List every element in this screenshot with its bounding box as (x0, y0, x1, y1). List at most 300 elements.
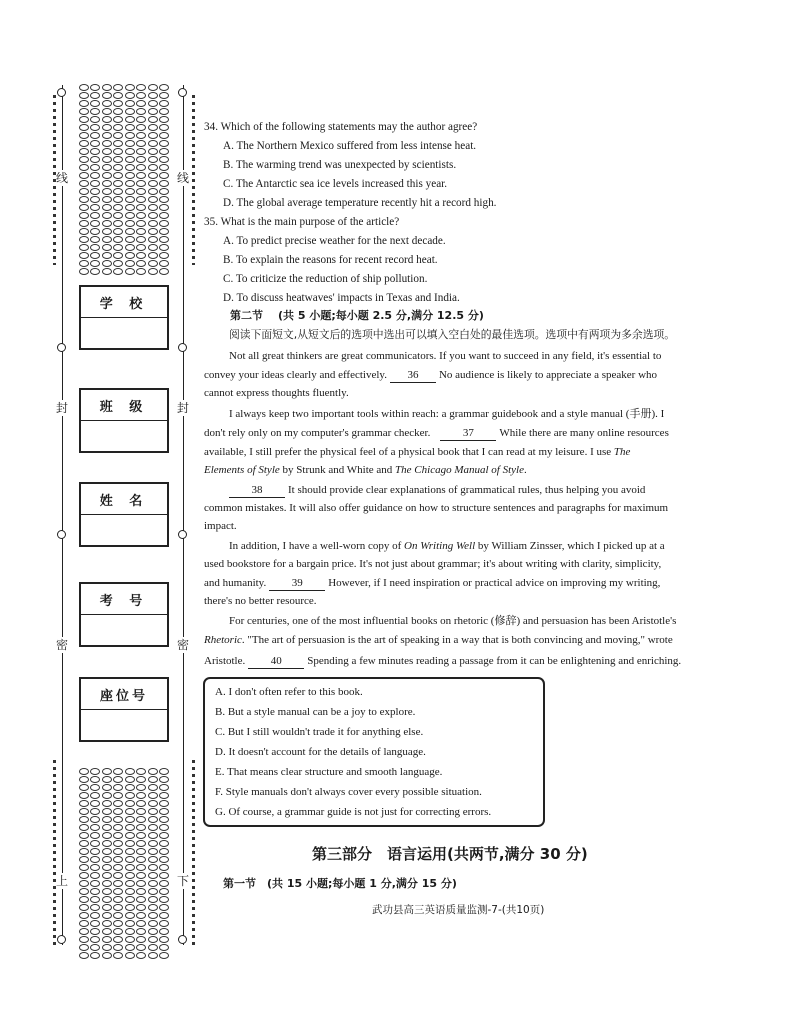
blank-38[interactable]: 38 (229, 484, 285, 498)
oval-mark (113, 832, 123, 839)
oval-mark (90, 776, 100, 783)
class-label: 班 级 (81, 390, 167, 421)
oval-mark (113, 904, 123, 911)
oval-mark (113, 148, 123, 155)
oval-mark (79, 920, 89, 927)
oval-mark (125, 108, 135, 115)
oval-mark (136, 228, 146, 235)
oval-mark (113, 204, 123, 211)
book-title: Elements of Style (204, 464, 280, 476)
oval-mark (79, 108, 89, 115)
oval-mark (125, 116, 135, 123)
oval-mark (136, 220, 146, 227)
oval-mark (113, 188, 123, 195)
oval-mark (148, 188, 158, 195)
oval-mark (159, 832, 169, 839)
oval-mark (159, 816, 169, 823)
oval-mark (79, 832, 89, 839)
oval-mark (159, 856, 169, 863)
oval-mark (159, 848, 169, 855)
school-field[interactable] (79, 285, 169, 350)
oval-mark (113, 92, 123, 99)
oval-mark (102, 928, 112, 935)
oval-mark (113, 220, 123, 227)
part3-section1: 第一节 (共 15 小题;每小题 1 分,满分 15 分) (223, 877, 457, 890)
oval-mark (148, 204, 158, 211)
oval-mark (125, 260, 135, 267)
oval-mark (125, 188, 135, 195)
oval-mark (102, 768, 112, 775)
passage-p2-line4 (204, 461, 527, 479)
oval-mark (79, 84, 89, 91)
edge-mark: 封 (177, 401, 190, 415)
book-title: The (613, 446, 631, 458)
oval-mark (136, 936, 146, 943)
passage-p2-line3 (204, 443, 630, 461)
oval-mark (136, 172, 146, 179)
oval-mark (90, 856, 100, 863)
oval-mark (90, 816, 100, 823)
oval-mark (136, 904, 146, 911)
oval-mark (79, 848, 89, 855)
oval-mark (102, 204, 112, 211)
section2-score: (共 5 小题;每小题 2.5 分,满分 12.5 分) (278, 309, 484, 322)
oval-mark (113, 124, 123, 131)
oval-mark (113, 840, 123, 847)
oval-mark (90, 872, 100, 879)
oval-mark (159, 156, 169, 163)
oval-mark (90, 936, 100, 943)
passage-p5-line3 (204, 652, 681, 670)
oval-mark (113, 952, 123, 959)
oval-mark (159, 188, 169, 195)
answer-option-d[interactable]: D. It doesn't account for the details of language. (215, 746, 426, 758)
oval-mark (125, 880, 135, 887)
passage-text: However, if I need inspiration or practical advice on improving my writing, (328, 577, 661, 589)
oval-mark (136, 880, 146, 887)
oval-mark (136, 124, 146, 131)
oval-mark (148, 108, 158, 115)
oval-mark (79, 944, 89, 951)
oval-mark (136, 156, 146, 163)
circle-mark (57, 530, 66, 539)
oval-mark (136, 944, 146, 951)
oval-mark (90, 904, 100, 911)
oval-mark (90, 832, 100, 839)
oval-mark (136, 196, 146, 203)
school-label: 学 校 (81, 287, 167, 318)
passage-p3-line3: impact. (204, 520, 237, 532)
oval-mark (125, 792, 135, 799)
oval-mark (102, 116, 112, 123)
oval-mark (102, 944, 112, 951)
oval-mark (148, 816, 158, 823)
oval-mark (102, 84, 112, 91)
oval-mark (113, 116, 123, 123)
oval-mark (125, 124, 135, 131)
question-35-stem: 35. What is the main purpose of the article? (204, 216, 400, 228)
oval-mark (79, 928, 89, 935)
oval-mark (90, 172, 100, 179)
name-field[interactable] (79, 482, 169, 547)
oval-mark (79, 792, 89, 799)
oval-mark (148, 212, 158, 219)
blank-36[interactable]: 36 (390, 369, 436, 383)
oval-mark (148, 228, 158, 235)
oval-mark (90, 268, 100, 275)
name-label: 姓 名 (81, 484, 167, 515)
oval-mark (148, 84, 158, 91)
oval-mark (125, 936, 135, 943)
oval-mark (113, 912, 123, 919)
page-footer: 武功县高三英语质量监测-7-(共10页) (372, 904, 545, 916)
oval-mark (113, 140, 123, 147)
oval-mark (90, 864, 100, 871)
passage-p2-line1: I always keep two important tools within reach: a grammar guidebook and a style manual (手册). I (229, 408, 665, 420)
oval-mark (90, 848, 100, 855)
oval-mark (79, 952, 89, 959)
oval-mark (125, 896, 135, 903)
blank-39[interactable]: 39 (269, 577, 325, 591)
oval-mark (113, 896, 123, 903)
passage-text: Aristotle. (204, 655, 246, 667)
oval-mark (90, 824, 100, 831)
oval-mark (102, 220, 112, 227)
passage-text: and humanity. (204, 577, 267, 589)
oval-mark (136, 928, 146, 935)
answer-option-b[interactable]: B. But a style manual can be a joy to explore. (215, 706, 416, 718)
oval-mark (148, 180, 158, 187)
oval-mark (79, 196, 89, 203)
circle-mark (178, 935, 187, 944)
answer-options-box (203, 677, 545, 827)
oval-mark (125, 816, 135, 823)
oval-mark (159, 92, 169, 99)
oval-mark (113, 944, 123, 951)
oval-mark (125, 800, 135, 807)
oval-mark (136, 212, 146, 219)
question-34-option-a: A. The Northern Mexico suffered from less intense heat. (223, 140, 477, 152)
oval-mark (125, 856, 135, 863)
passage-text: by William Zinsser, which I picked up at a (477, 540, 665, 552)
oval-mark (79, 784, 89, 791)
oval-mark (159, 840, 169, 847)
oval-mark (148, 236, 158, 243)
oval-mark (102, 132, 112, 139)
circle-mark (57, 935, 66, 944)
oval-mark (125, 840, 135, 847)
edge-mark: 下 (177, 874, 190, 888)
oval-mark (113, 172, 123, 179)
oval-mark (102, 800, 112, 807)
oval-mark (136, 920, 146, 927)
oval-mark (102, 848, 112, 855)
oval-mark (159, 236, 169, 243)
oval-mark (79, 244, 89, 251)
oval-mark (148, 808, 158, 815)
oval-mark (159, 800, 169, 807)
oval-mark (113, 848, 123, 855)
oval-mark (90, 928, 100, 935)
oval-mark (113, 792, 123, 799)
oval-mark (113, 180, 123, 187)
oval-mark (136, 792, 146, 799)
oval-mark (136, 108, 146, 115)
oval-mark (102, 244, 112, 251)
oval-mark (125, 920, 135, 927)
answer-option-e[interactable]: E. That means clear structure and smooth language. (215, 766, 443, 778)
answer-option-a[interactable]: A. I don't often refer to this book. (215, 686, 363, 698)
class-field[interactable] (79, 388, 169, 453)
oval-mark (79, 164, 89, 171)
oval-mark (136, 260, 146, 267)
oval-mark (136, 776, 146, 783)
oval-mark (136, 132, 146, 139)
oval-mark (148, 92, 158, 99)
oval-mark (90, 204, 100, 211)
oval-mark (136, 768, 146, 775)
left-cut-line (62, 85, 63, 945)
oval-mark (79, 872, 89, 879)
oval-mark (125, 832, 135, 839)
oval-mark (125, 156, 135, 163)
oval-mark (79, 816, 89, 823)
oval-mark (159, 928, 169, 935)
oval-mark (113, 268, 123, 275)
passage-text: convey your ideas clearly and effectively. (204, 369, 387, 381)
oval-mark (90, 220, 100, 227)
oval-mark (136, 116, 146, 123)
oval-mark (148, 912, 158, 919)
passage-p5-line2 (204, 631, 673, 649)
oval-mark (79, 220, 89, 227)
oval-mark (102, 164, 112, 171)
question-34-option-d: D. The global average temperature recently hit a record high. (223, 197, 497, 209)
oval-mark (159, 912, 169, 919)
oval-mark (113, 196, 123, 203)
oval-mark (125, 904, 135, 911)
oval-mark (102, 896, 112, 903)
oval-mark (102, 172, 112, 179)
oval-mark (102, 212, 112, 219)
oval-mark (102, 904, 112, 911)
oval-mark (113, 108, 123, 115)
oval-mark (79, 260, 89, 267)
oval-mark (90, 784, 100, 791)
oval-mark (148, 792, 158, 799)
oval-mark (148, 156, 158, 163)
oval-mark (79, 228, 89, 235)
oval-mark (90, 188, 100, 195)
exam-number-field[interactable] (79, 582, 169, 647)
oval-mark (102, 196, 112, 203)
passage-p3-line1 (229, 481, 645, 499)
oval-mark (113, 228, 123, 235)
oval-mark (102, 252, 112, 259)
oval-mark (113, 260, 123, 267)
oval-mark (148, 124, 158, 131)
oval-mark (102, 100, 112, 107)
oval-mark (113, 156, 123, 163)
oval-mark (102, 920, 112, 927)
oval-mark (102, 236, 112, 243)
oval-mark (102, 912, 112, 919)
oval-mark (79, 776, 89, 783)
oval-mark (125, 196, 135, 203)
oval-pattern-bottom (78, 768, 170, 959)
passage-p4-line3 (204, 574, 660, 592)
oval-mark (125, 928, 135, 935)
oval-mark (102, 808, 112, 815)
oval-mark (79, 824, 89, 831)
oval-mark (159, 776, 169, 783)
oval-mark (136, 188, 146, 195)
oval-mark (148, 196, 158, 203)
oval-mark (102, 180, 112, 187)
oval-mark (136, 140, 146, 147)
question-35-option-d: D. To discuss heatwaves' impacts in Texas and India. (223, 292, 460, 304)
oval-mark (136, 784, 146, 791)
right-cut-line (183, 85, 184, 945)
oval-mark (148, 800, 158, 807)
oval-mark (102, 840, 112, 847)
oval-mark (102, 832, 112, 839)
oval-mark (90, 896, 100, 903)
oval-mark (90, 108, 100, 115)
seat-number-label: 座位号 (81, 679, 167, 710)
oval-mark (113, 872, 123, 879)
part3-title: 第三部分 语言运用(共两节,满分 30 分) (312, 845, 588, 863)
oval-mark (102, 108, 112, 115)
oval-mark (159, 808, 169, 815)
oval-mark (159, 84, 169, 91)
oval-mark (79, 808, 89, 815)
oval-mark (148, 856, 158, 863)
oval-mark (113, 784, 123, 791)
oval-mark (159, 204, 169, 211)
passage-p3-line2: common mistakes. It will also offer guidance on how to structure sentences and paragraphs for maximum (204, 502, 669, 514)
answer-option-f[interactable]: F. Style manuals don't always cover every possible situation. (215, 786, 482, 798)
oval-mark (79, 204, 89, 211)
oval-mark (79, 840, 89, 847)
edge-mark: 封 (56, 401, 69, 415)
answer-option-c[interactable]: C. But I still wouldn't trade it for anything else. (215, 726, 424, 738)
oval-mark (79, 880, 89, 887)
edge-mark: 上 (56, 874, 69, 888)
oval-mark (90, 124, 100, 131)
oval-mark (136, 816, 146, 823)
passage-text: . "The art of persuasion is the art of speaking in a way that is both convincing and moving," wrote (241, 634, 673, 646)
oval-mark (102, 124, 112, 131)
oval-mark (102, 784, 112, 791)
oval-mark (90, 808, 100, 815)
oval-mark (136, 832, 146, 839)
oval-mark (125, 268, 135, 275)
oval-mark (125, 204, 135, 211)
blank-37[interactable]: 37 (440, 427, 496, 441)
oval-mark (136, 100, 146, 107)
oval-mark (136, 912, 146, 919)
oval-mark (79, 92, 89, 99)
oval-mark (102, 228, 112, 235)
oval-mark (136, 808, 146, 815)
passage-p4-line4: there's no better resource. (204, 595, 317, 607)
oval-mark (148, 220, 158, 227)
oval-mark (90, 944, 100, 951)
oval-mark (148, 840, 158, 847)
passage-p4-line1 (229, 537, 665, 555)
oval-mark (90, 888, 100, 895)
oval-mark (113, 212, 123, 219)
edge-mark: 密 (177, 638, 190, 652)
oval-mark (113, 824, 123, 831)
oval-mark (113, 888, 123, 895)
oval-mark (159, 228, 169, 235)
passage-p5-line1: For centuries, one of the most influential books on rhetoric (修辞) and persuasion has been Aristotle's (229, 615, 677, 627)
oval-mark (113, 864, 123, 871)
blank-40[interactable]: 40 (248, 655, 304, 669)
oval-mark (102, 140, 112, 147)
oval-mark (125, 784, 135, 791)
oval-mark (148, 140, 158, 147)
oval-mark (148, 904, 158, 911)
oval-mark (125, 776, 135, 783)
question-34-stem: 34. Which of the following statements may the author agree? (204, 121, 478, 133)
section2-title: 第二节 (230, 309, 263, 322)
oval-mark (159, 936, 169, 943)
oval-mark (125, 140, 135, 147)
question-34-option-c: C. The Antarctic sea ice levels increased this year. (223, 178, 448, 190)
oval-mark (102, 816, 112, 823)
oval-pattern-top (78, 84, 170, 275)
oval-mark (159, 140, 169, 147)
oval-mark (159, 268, 169, 275)
answer-option-g[interactable]: G. Of course, a grammar guide is not just for correcting errors. (215, 806, 492, 818)
oval-mark (136, 800, 146, 807)
oval-mark (159, 132, 169, 139)
oval-mark (79, 180, 89, 187)
oval-mark (79, 212, 89, 219)
oval-mark (113, 920, 123, 927)
oval-mark (79, 236, 89, 243)
seat-number-field[interactable] (79, 677, 169, 742)
oval-mark (159, 880, 169, 887)
oval-mark (79, 100, 89, 107)
oval-mark (148, 148, 158, 155)
oval-mark (125, 92, 135, 99)
oval-mark (90, 260, 100, 267)
oval-mark (159, 212, 169, 219)
question-35-option-c: C. To criticize the reduction of ship pollution. (223, 273, 428, 285)
oval-mark (159, 952, 169, 959)
oval-mark (90, 792, 100, 799)
edge-mark: 线 (177, 171, 190, 185)
oval-mark (79, 888, 89, 895)
oval-mark (102, 260, 112, 267)
oval-mark (79, 140, 89, 147)
passage-p1-line1: Not all great thinkers are great communicators. If you want to succeed in any field, it's essential to (229, 350, 662, 362)
oval-mark (159, 920, 169, 927)
oval-mark (159, 944, 169, 951)
oval-mark (125, 888, 135, 895)
oval-mark (90, 228, 100, 235)
oval-mark (136, 872, 146, 879)
oval-mark (113, 936, 123, 943)
oval-mark (125, 848, 135, 855)
oval-mark (113, 768, 123, 775)
oval-mark (148, 944, 158, 951)
oval-mark (113, 880, 123, 887)
